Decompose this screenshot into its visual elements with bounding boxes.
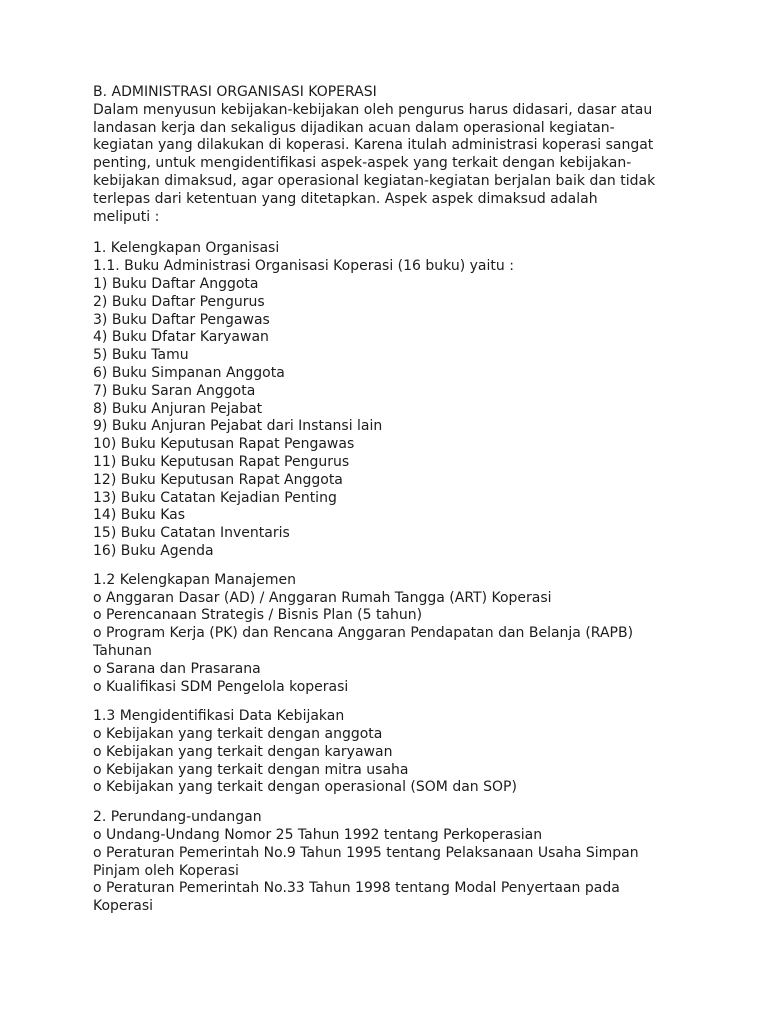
list-item: 5) Buku Tamu bbox=[93, 347, 189, 364]
intro-paragraph bbox=[93, 102, 693, 227]
list-item: 7) Buku Saran Anggota bbox=[93, 382, 256, 399]
list-item: 2) Buku Daftar Pengurus bbox=[93, 293, 265, 310]
list-item: 16) Buku Agenda bbox=[93, 542, 214, 559]
list-item-continuation: Koperasi bbox=[93, 898, 154, 915]
list-item: 1) Buku Daftar Anggota bbox=[93, 275, 259, 292]
list-item: 15) Buku Catatan Inventaris bbox=[93, 525, 290, 542]
list-item: o Anggaran Dasar (AD) / Anggaran Rumah Tangga (ART) Koperasi bbox=[93, 589, 552, 606]
list-item: 9) Buku Anjuran Pejabat dari Instansi lain bbox=[93, 418, 383, 435]
list-item: 10) Buku Keputusan Rapat Pengawas bbox=[93, 436, 355, 453]
list-item: 11) Buku Keputusan Rapat Pengurus bbox=[93, 453, 350, 470]
intro-line: penting, untuk mengidentifikasi aspek-aspek yang terkait dengan kebijakan- bbox=[93, 155, 632, 172]
list-item: 8) Buku Anjuran Pejabat bbox=[93, 400, 263, 417]
list-item: 3) Buku Daftar Pengawas bbox=[93, 311, 270, 328]
list-item: o Kebijakan yang terkait dengan karyawan bbox=[93, 743, 393, 760]
section-perundang-undangan bbox=[93, 809, 693, 916]
list-item: o Kebijakan yang terkait dengan mitra usaha bbox=[93, 761, 409, 778]
intro-line: Dalam menyusun kebijakan-kebijakan oleh pengurus harus didasari, dasar atau bbox=[93, 101, 653, 118]
list-item: o Peraturan Pemerintah No.33 Tahun 1998 tentang Modal Penyertaan pada bbox=[93, 880, 620, 897]
list-item: o Peraturan Pemerintah No.9 Tahun 1995 tentang Pelaksanaan Usaha Simpan bbox=[93, 844, 639, 861]
intro-line: landasan kerja dan sekaligus dijadikan acuan dalam operasional kegiatan- bbox=[93, 119, 615, 136]
list-item-continuation: Tahunan bbox=[93, 642, 152, 659]
section-kelengkapan-organisasi bbox=[93, 240, 693, 560]
section-subtitle: 1.1. Buku Administrasi Organisasi Koperasi (16 buku) yaitu : bbox=[93, 258, 514, 275]
intro-line: kegiatan yang dilakukan di koperasi. Karena itulah administrasi koperasi sangat bbox=[93, 137, 654, 154]
intro-line: kebijakan dimaksud, agar operasional kegiatan-kegiatan berjalan baik dan tidak bbox=[93, 172, 656, 189]
list-item: o Kebijakan yang terkait dengan anggota bbox=[93, 726, 383, 743]
list-item: 4) Buku Dfatar Karyawan bbox=[93, 329, 269, 346]
list-item: 14) Buku Kas bbox=[93, 507, 186, 524]
section-title: 1.2 Kelengkapan Manajemen bbox=[93, 571, 297, 588]
intro-line: terlepas dari ketentuan yang ditetapkan. Aspek aspek dimaksud adalah bbox=[93, 190, 598, 207]
list-item: o Perencanaan Strategis / Bisnis Plan (5 tahun) bbox=[93, 607, 423, 624]
section-title: 1.3 Mengidentifikasi Data Kebijakan bbox=[93, 708, 345, 725]
section-data-kebijakan bbox=[93, 708, 693, 797]
list-item: o Sarana dan Prasarana bbox=[93, 660, 261, 677]
document-body bbox=[93, 84, 693, 916]
section-heading: B. ADMINISTRASI ORGANISASI KOPERASI bbox=[93, 84, 377, 100]
list-item: o Undang-Undang Nomor 25 Tahun 1992 tentang Perkoperasian bbox=[93, 827, 543, 844]
section-title: 2. Perundang-undangan bbox=[93, 809, 262, 826]
section-kelengkapan-manajemen bbox=[93, 572, 693, 697]
list-item: 12) Buku Keputusan Rapat Anggota bbox=[93, 471, 343, 488]
list-item: o Kebijakan yang terkait dengan operasional (SOM dan SOP) bbox=[93, 779, 517, 796]
list-item: o Program Kerja (PK) dan Rencana Anggaran Pendapatan dan Belanja (RAPB) bbox=[93, 625, 634, 642]
list-item: o Kualifikasi SDM Pengelola koperasi bbox=[93, 678, 349, 695]
list-item: 6) Buku Simpanan Anggota bbox=[93, 364, 285, 381]
list-item: 13) Buku Catatan Kejadian Penting bbox=[93, 489, 337, 506]
section-title: 1. Kelengkapan Organisasi bbox=[93, 240, 280, 257]
list-item-continuation: Pinjam oleh Koperasi bbox=[93, 862, 239, 879]
intro-line: meliputi : bbox=[93, 208, 160, 225]
